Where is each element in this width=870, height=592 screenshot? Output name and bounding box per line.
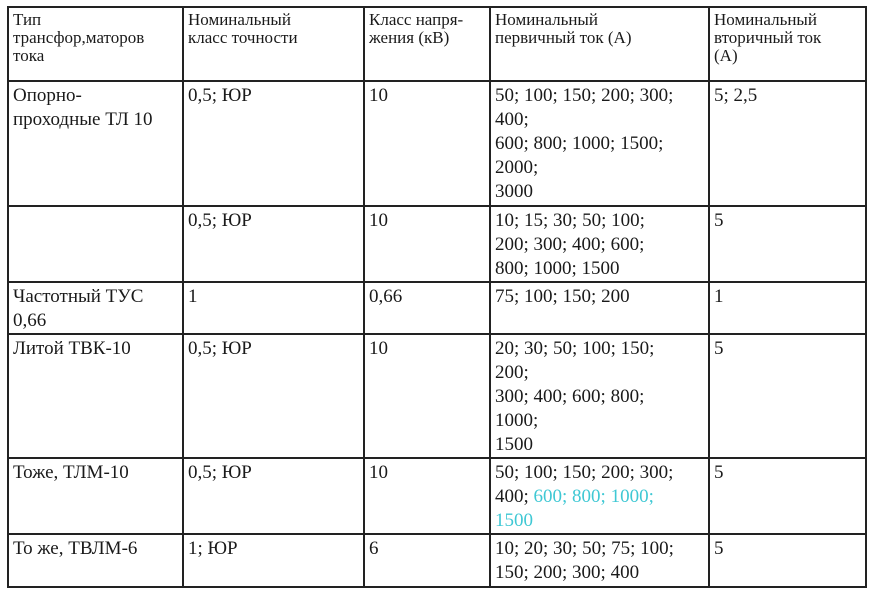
cell-voltage: 0,66 [364,282,490,334]
cell-type [8,206,183,282]
cell-accuracy: 0,5; ЮР [183,206,364,282]
header-type: Тип трансфор,маторов тока [8,7,183,81]
cell-primary: 20; 30; 50; 100; 150; 200; 300; 400; 600; 800; 1000; 1500 [490,334,709,458]
table-header-row [8,7,866,81]
cell-voltage: 10 [364,458,490,534]
header-voltage-class: Класс напря- жения (кВ) [364,7,490,81]
cell-primary: 50; 100; 150; 200; 300; 400; 600; 800; 1000; 1500; 2000; 3000 [490,81,709,206]
cell-primary: 10; 20; 30; 50; 75; 100; 150; 200; 300; 400 [490,534,709,587]
cell-accuracy: 0,5; ЮР [183,334,364,458]
highlighted-values: 600; 800; 1000; [533,486,654,507]
highlighted-values: 1500 [495,510,533,531]
cell-voltage: 10 [364,206,490,282]
cell-primary: 50; 100; 150; 200; 300; 400; 600; 800; 1000; 1500 [490,458,709,534]
cell-voltage: 10 [364,334,490,458]
table-row [8,334,866,458]
header-secondary-current: Номинальный вторичный ток (А) [709,7,866,81]
cell-secondary: 5 [709,458,866,534]
table-row [8,534,866,587]
cell-secondary: 5 [709,534,866,587]
cell-type: То же, ТВЛМ-6 [8,534,183,587]
cell-secondary: 1 [709,282,866,334]
table-row [8,282,866,334]
table-row [8,206,866,282]
header-accuracy-class: Номинальный класс точности [183,7,364,81]
cell-accuracy: 0,5; ЮР [183,81,364,206]
cell-type: Опорно- проходные ТЛ 10 [8,81,183,206]
table-row [8,81,866,206]
cell-accuracy: 1; ЮР [183,534,364,587]
cell-type: Литой ТВК-10 [8,334,183,458]
cell-type: Тоже, ТЛМ-10 [8,458,183,534]
cell-voltage: 10 [364,81,490,206]
cell-secondary: 5 [709,334,866,458]
cell-primary: 10; 15; 30; 50; 100; 200; 300; 400; 600; 800; 1000; 1500 [490,206,709,282]
transformer-spec-table [7,6,867,588]
cell-type: Частотный ТУС 0,66 [8,282,183,334]
cell-accuracy: 1 [183,282,364,334]
table-row [8,458,866,534]
header-primary-current: Номинальный первичный ток (А) [490,7,709,81]
cell-accuracy: 0,5; ЮР [183,458,364,534]
cell-secondary: 5; 2,5 [709,81,866,206]
cell-voltage: 6 [364,534,490,587]
cell-secondary: 5 [709,206,866,282]
cell-primary: 75; 100; 150; 200 [490,282,709,334]
